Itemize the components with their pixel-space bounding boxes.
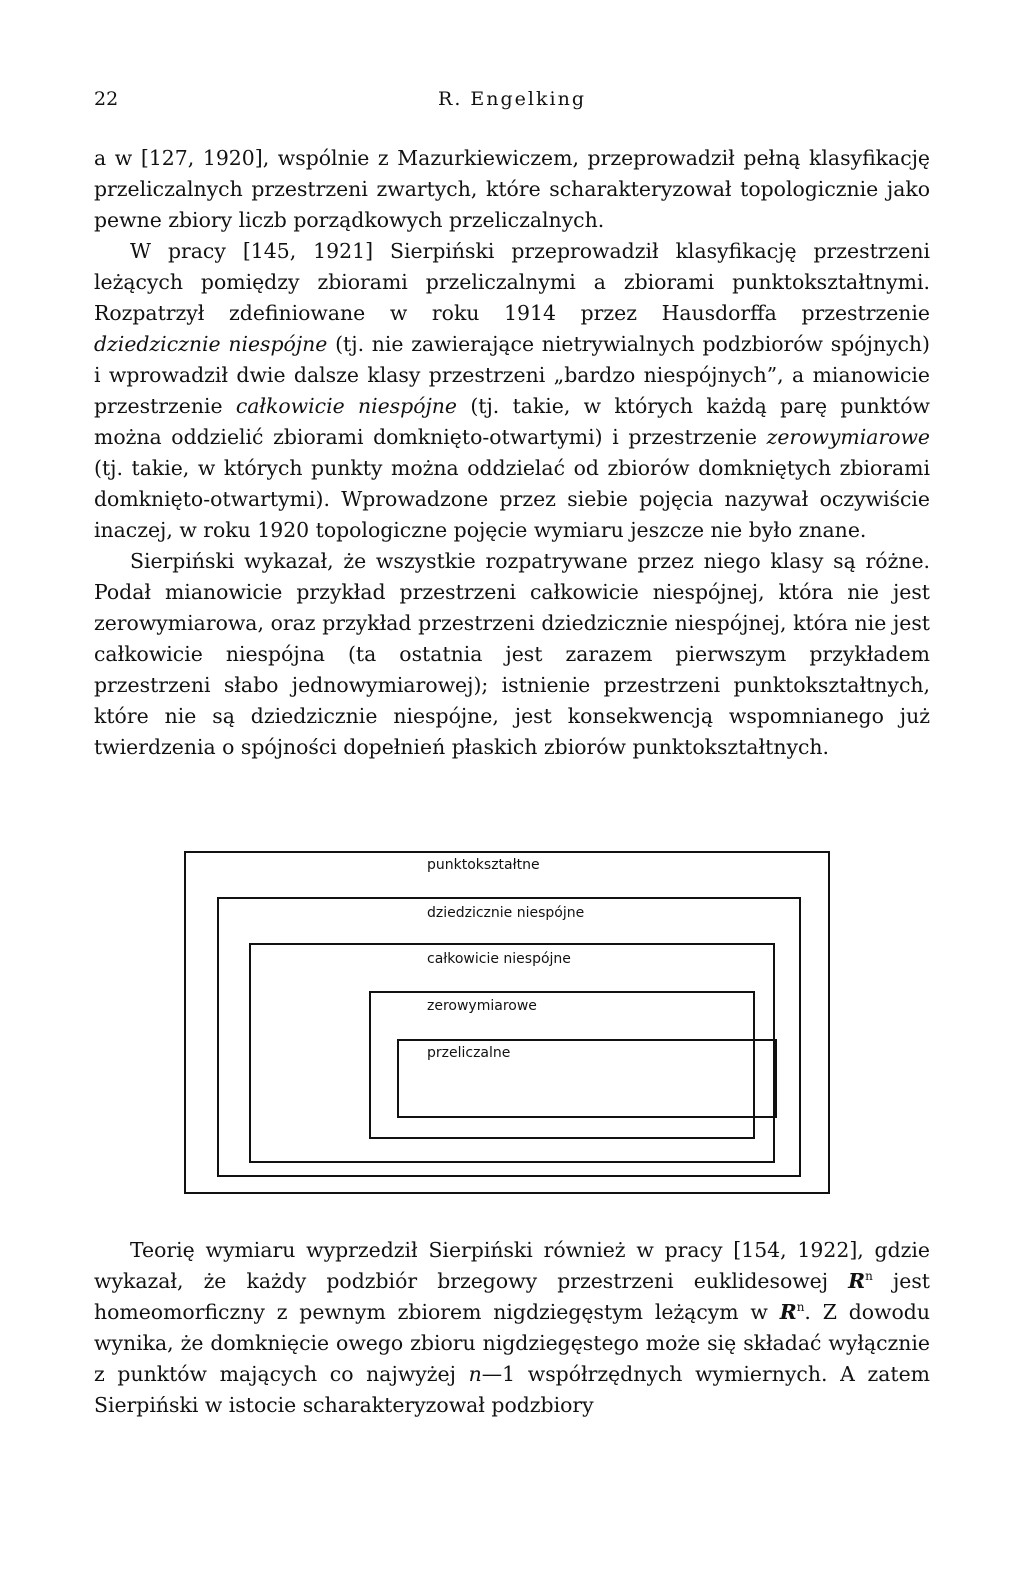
exponent-n: n <box>865 1269 873 1284</box>
p1-part2d: (tj. takie, w których punkty można oddzielać od zbiorów domkniętych zbiorami domknięto-otwartymi). Wprowadzone przez siebie pojęcia nazywał oczywiście inaczej, w roku 1920 topologiczne pojęcie wymiaru jeszcze nie było znane. <box>94 456 930 542</box>
p1-part2a: W pracy [145, 1921] Sierpiński przeprowadził klasyfikację przestrzeni leżących pomiędzy zbiorami przeliczalnymi a zbiorami punktokształtnymi. Rozpatrzył zdefiniowane w roku 1914 przez Hausdorffa przestrzenie <box>94 239 930 325</box>
paragraph-2 <box>94 1235 930 1421</box>
label-dziedzicznie-niespojne: dziedzicznie niespójne <box>427 905 585 921</box>
label-punktoksztaltne: punktokształtne <box>427 857 540 873</box>
symbol-R-2: R <box>779 1300 797 1324</box>
p2-part2: jest homeomorficzny z pewnym zbiorem nigdziegęstym leżącym w <box>94 1269 931 1324</box>
symbol-R: R <box>848 1269 866 1293</box>
label-przeliczalne: przeliczalne <box>427 1045 511 1061</box>
math-var-n: n <box>468 1362 482 1386</box>
p1-part1: a w [127, 1920], wspólnie z Mazurkiewiczem, przeprowadził pełną klasyfikację przeliczalnych przestrzeni zwartych, które scharakteryzował topologicznie jako pewne zbiory liczb porządkowych przeliczalnych. <box>94 146 930 232</box>
math-rest: —1 <box>481 1362 516 1386</box>
p2-part1: Teorię wymiaru wyprzedził Sierpiński również w pracy [154, 1922], gdzie wykazał, że każdy podzbiór brzegowy przestrzeni euklidesowej <box>94 1238 930 1293</box>
exponent-n-2: n <box>796 1300 805 1315</box>
term-dziedzicznie-niespojne: dziedzicznie niespójne <box>94 332 328 356</box>
page-number: 22 <box>94 88 119 110</box>
label-zerowymiarowe: zerowymiarowe <box>427 998 537 1014</box>
p2-part4: współrzędnych wymiernych. A zatem Sierpiński w istocie scharakteryzował podzbiory <box>94 1362 930 1417</box>
p1-part3: Sierpiński wykazał, że wszystkie rozpatrywane przez niego klasy są różne. Podał mianowicie przykład przestrzeni całkowicie niespójnej, która nie jest zerowymiarowa, oraz przykład przestrzeni dziedzicznie niespójnej, która nie jest całkowicie niespójna (ta ostatnia jest zarazem pierwszym przykładem przestrzeni słabo jednowymiarowej); istnienie przestrzeni punktokształtnych, które nie są dziedzicznie niespójne, jest konsekwencją wspomnianego już twierdzenia o spójności dopełnień płaskich zbiorów punktokształtnych. <box>94 549 930 759</box>
p2-part3: . Z dowodu wynika, że domknięcie owego zbioru nigdziegęstego może się składać wyłącznie z punktów mających co najwyżej <box>94 1300 930 1386</box>
p1-part2c: (tj. takie, w których każdą parę punktów można oddzielić zbiorami domknięto-otwartymi) i przestrzenie <box>94 394 931 449</box>
page-header <box>94 88 930 114</box>
label-calkowicie-niespojne: całkowicie niespójne <box>427 951 571 967</box>
term-zerowymiarowe: zerowymiarowe <box>766 425 930 449</box>
running-head: R. Engelking <box>438 88 586 110</box>
paragraph-1 <box>94 143 930 763</box>
p1-part2b: (tj. nie zawierające nietrywialnych podzbiorów spójnych) i wprowadził dwie dalsze klasy przestrzeni „bardzo niespójnych”, a mianowicie przestrzenie <box>94 332 930 418</box>
term-calkowicie-niespojne: całkowicie niespójne <box>235 394 457 418</box>
